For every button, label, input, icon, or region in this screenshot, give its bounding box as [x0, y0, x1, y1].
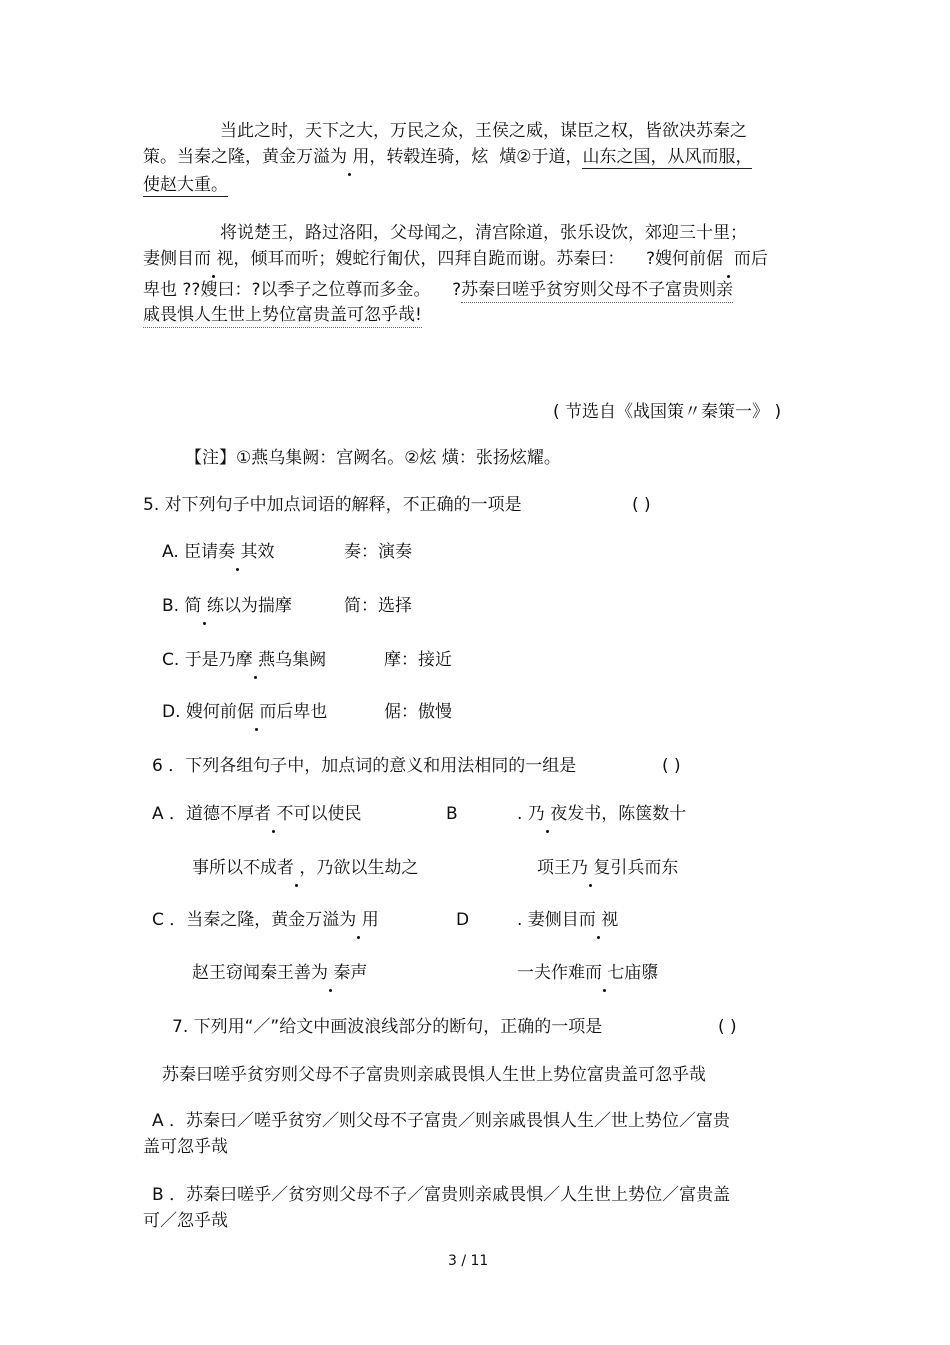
dot-mark — [253, 649, 258, 671]
dot-mark — [347, 146, 352, 168]
text-span: 嫂何前倨 — [185, 702, 254, 722]
option-label: C ． — [152, 910, 187, 930]
text-span: 于是乃摩 — [184, 650, 253, 670]
dot-mark — [723, 248, 734, 270]
dot-mark — [328, 962, 333, 984]
underlined-text: 使赵大重。 — [143, 175, 228, 195]
passage-line — [143, 279, 733, 301]
text-span: 复引兵而东 — [593, 858, 679, 878]
dot-mark — [545, 803, 550, 825]
q6-option-b-line2 — [537, 857, 678, 879]
passage-line — [143, 248, 768, 270]
text-span: 用，转毂连骑，炫 — [352, 147, 489, 167]
text-span: ? — [452, 280, 462, 300]
q7-option-a[interactable]: A ．苏秦曰／嗟乎贫穷／则父母不子富贵／则亲戚畏惧人生／世上势位／富贵 — [152, 1111, 731, 1131]
option-label: C. — [162, 650, 180, 670]
q5-gloss-a: 奏：演奏 — [344, 542, 412, 562]
q6-option-c-line2 — [192, 962, 367, 984]
q5-option-d[interactable] — [162, 701, 327, 723]
dot-mark — [201, 595, 206, 617]
q5-stem: 5. 对下列句子中加点词语的解释，不正确的一项是 — [143, 495, 522, 515]
text-span: ?以季子之位尊而多金。 — [251, 280, 431, 300]
option-label: A ． — [152, 804, 187, 824]
text-span: 用 — [361, 910, 379, 930]
dot-mark — [254, 701, 259, 723]
option-label: D. — [162, 702, 181, 722]
dot-mark — [356, 909, 361, 931]
text-span: 当秦之隆，黄金万溢为 — [186, 910, 357, 930]
text-span: 而后卑也 — [259, 702, 328, 722]
text-span: 视，倾耳而听；嫂蛇行匍伏，四拜自跪而谢。苏秦曰： — [216, 249, 625, 269]
passage-line: 当此之时，天下之大，万民之众，王侯之威，谋臣之权，皆欲决苏秦之 — [220, 121, 747, 141]
q5-option-c[interactable] — [162, 649, 326, 671]
text-span: 视 — [601, 910, 619, 930]
text-span: 其效 — [240, 542, 275, 562]
q6-option-d-line1 — [517, 909, 618, 931]
text-span: 臣请奏 — [184, 542, 236, 562]
text-span: 策。当秦之隆，黄金万溢为 — [143, 147, 347, 167]
q6-option-b-label[interactable]: B — [446, 804, 458, 824]
dot-mark — [235, 541, 240, 563]
passage-line — [143, 146, 752, 168]
q5-option-a[interactable] — [162, 541, 275, 563]
page-number: 3 / 11 — [448, 1253, 489, 1269]
text-span: 练以为揣摩 — [206, 596, 292, 616]
wavy-underlined-text: 戚畏惧人生世上势位富贵盖可忽乎哉! — [143, 305, 422, 328]
text-span: 而后 — [733, 249, 768, 269]
option-label: B. — [162, 596, 180, 616]
text-span: 一夫作难而 — [517, 963, 602, 983]
dot-mark — [271, 803, 276, 825]
dot-mark — [596, 909, 601, 931]
q6-option-d-line2 — [517, 962, 658, 984]
underlined-text: 山东之国，从风而服， — [582, 147, 753, 167]
q5-option-b[interactable] — [162, 595, 292, 617]
q5-gloss-d: 倨：傲慢 — [384, 702, 452, 722]
passage-line — [143, 304, 422, 326]
text-span: 不可以使民 — [276, 804, 362, 824]
text-span: 道德不厚者 — [186, 804, 272, 824]
q5-gloss-b: 简：选择 — [344, 596, 412, 616]
text-span: 卑也 ??嫂曰： — [143, 280, 252, 300]
q7-option-b[interactable]: B ．苏秦曰嗟乎／贫穷则父母不子／富贵则亲戚畏惧／人生世上势位／富贵盖 — [152, 1185, 731, 1205]
dot-mark — [602, 962, 607, 984]
q6-option-d-label[interactable]: D — [456, 910, 470, 930]
passage-line — [143, 174, 228, 196]
q6-option-c-line1[interactable] — [152, 909, 379, 931]
text-span: . 乃 — [517, 804, 545, 824]
text-span: 燕乌集阙 — [258, 650, 327, 670]
dot-mark — [211, 248, 216, 270]
q6-stem: 6 ．下列各组句子中，加点词的意义和用法相同的一组是 — [152, 756, 577, 776]
source-citation: ( 节选自《战国策〃秦策一》 ) — [553, 402, 782, 422]
annotation-note: 【注】①燕乌集阙：宫阙名。②炫 熿：张扬炫耀。 — [185, 448, 561, 468]
text-span: . 妻侧目而 — [517, 910, 596, 930]
wavy-underlined-text: 苏秦曰嗟乎贫穷则父母不子富贵则亲 — [461, 280, 733, 303]
q6-option-a-line2 — [192, 857, 418, 879]
q6-option-a-line1[interactable] — [152, 803, 361, 825]
text-span: ，乃欲以生劫之 — [299, 858, 419, 878]
dot-mark — [588, 857, 593, 879]
q7-source-text: 苏秦曰嗟乎贫穷则父母不子富贵则亲戚畏惧人生世上势位富贵盖可忽乎哉 — [162, 1065, 706, 1085]
text-span: 秦声 — [333, 963, 368, 983]
text-span: 简 — [184, 596, 202, 616]
q6-answer-blank: ( ) — [662, 756, 681, 776]
text-span: 事所以不成者 — [192, 858, 294, 878]
q5-gloss-c: 摩：接近 — [384, 650, 452, 670]
text-span: 项王乃 — [537, 858, 588, 878]
passage-line: 将说楚王，路过洛阳，父母闻之，清宫除道，张乐设饮，郊迎三十里； — [220, 223, 747, 243]
text-span: 赵王窃闻秦王善为 — [192, 963, 328, 983]
dot-mark — [294, 857, 299, 879]
q7-answer-blank: ( ) — [718, 1017, 737, 1037]
text-span: 熿②于道， — [499, 147, 583, 167]
text-span: 妻侧目而 — [143, 249, 211, 269]
text-span: 夜发书，陈箧数十 — [550, 804, 687, 824]
option-label: A. — [162, 542, 179, 562]
q7-stem: 7. 下列用“／”给文中画波浪线部分的断句，正确的一项是 — [172, 1017, 603, 1037]
text-span: 七庙隳 — [607, 963, 659, 983]
q6-option-b-line1 — [517, 803, 686, 825]
q7-option-b-cont: 可／忽乎哉 — [143, 1211, 228, 1231]
q5-answer-blank: ( ) — [632, 495, 651, 515]
text-span: ?嫂何前倨 — [646, 249, 724, 269]
q7-option-a-cont: 盖可忽乎哉 — [143, 1137, 228, 1157]
